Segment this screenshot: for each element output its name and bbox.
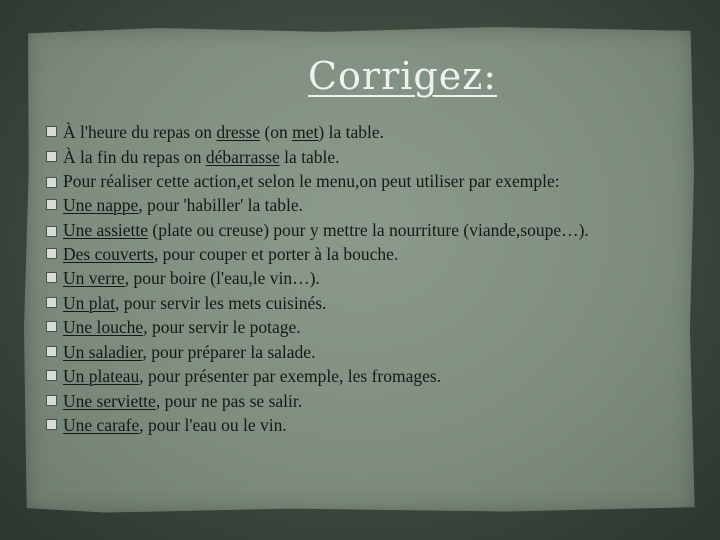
square-bullet-icon <box>46 248 57 259</box>
list-item-text: Un plat, pour servir les mets cuisinés. <box>63 292 327 313</box>
list-item-text: Une louche, pour servir le potage. <box>63 317 301 337</box>
list-item <box>46 291 666 316</box>
list-item <box>46 120 666 145</box>
list-item-text: Un plateau, pour présenter par exemple, les fromages. <box>63 366 442 386</box>
list-item-text: Un saladier, pour préparer la salade. <box>63 341 316 362</box>
slide-title <box>0 54 720 98</box>
square-bullet-icon <box>46 395 57 406</box>
list-item <box>46 340 666 365</box>
list-item-text: Une serviette, pour ne pas se salir. <box>63 390 303 411</box>
list-item-text: Une assiette (plate ou creuse) pour y mettre la nourriture (viande,soupe…). <box>63 219 589 240</box>
list-item <box>46 266 666 291</box>
list-item-text: Des couverts, pour couper et porter à la bouche. <box>63 243 399 264</box>
list-item <box>46 171 666 191</box>
square-bullet-icon <box>46 321 57 332</box>
list-item <box>46 389 666 414</box>
list-item-text: Une nappe, pour 'habiller' la table. <box>63 195 304 215</box>
list-item-text: Un verre, pour boire (l'eau,le vin…). <box>63 268 320 288</box>
square-bullet-icon <box>46 226 57 237</box>
square-bullet-icon <box>46 126 57 137</box>
square-bullet-icon <box>46 346 57 357</box>
square-bullet-icon <box>46 177 57 188</box>
square-bullet-icon <box>46 297 57 308</box>
square-bullet-icon <box>46 199 57 210</box>
list-item <box>46 413 666 438</box>
list-item-text: Pour réaliser cette action,et selon le menu,on peut utiliser par exemple: <box>63 171 560 191</box>
list-item-text: À l'heure du repas on dresse (on met) la table. <box>63 122 384 142</box>
square-bullet-icon <box>46 151 57 162</box>
square-bullet-icon <box>46 272 57 283</box>
bullet-list <box>46 120 666 438</box>
list-item <box>46 220 666 240</box>
list-item <box>46 315 666 340</box>
list-item <box>46 242 666 267</box>
slide-title-text: Corrigez: <box>307 54 498 98</box>
list-item-text: Une carafe, pour l'eau ou le vin. <box>63 415 287 435</box>
square-bullet-icon <box>46 370 57 381</box>
list-item <box>46 364 666 389</box>
square-bullet-icon <box>46 419 57 430</box>
list-item <box>46 193 666 218</box>
list-item-text: À la fin du repas on débarrasse la table. <box>63 146 340 167</box>
list-item <box>46 145 666 170</box>
